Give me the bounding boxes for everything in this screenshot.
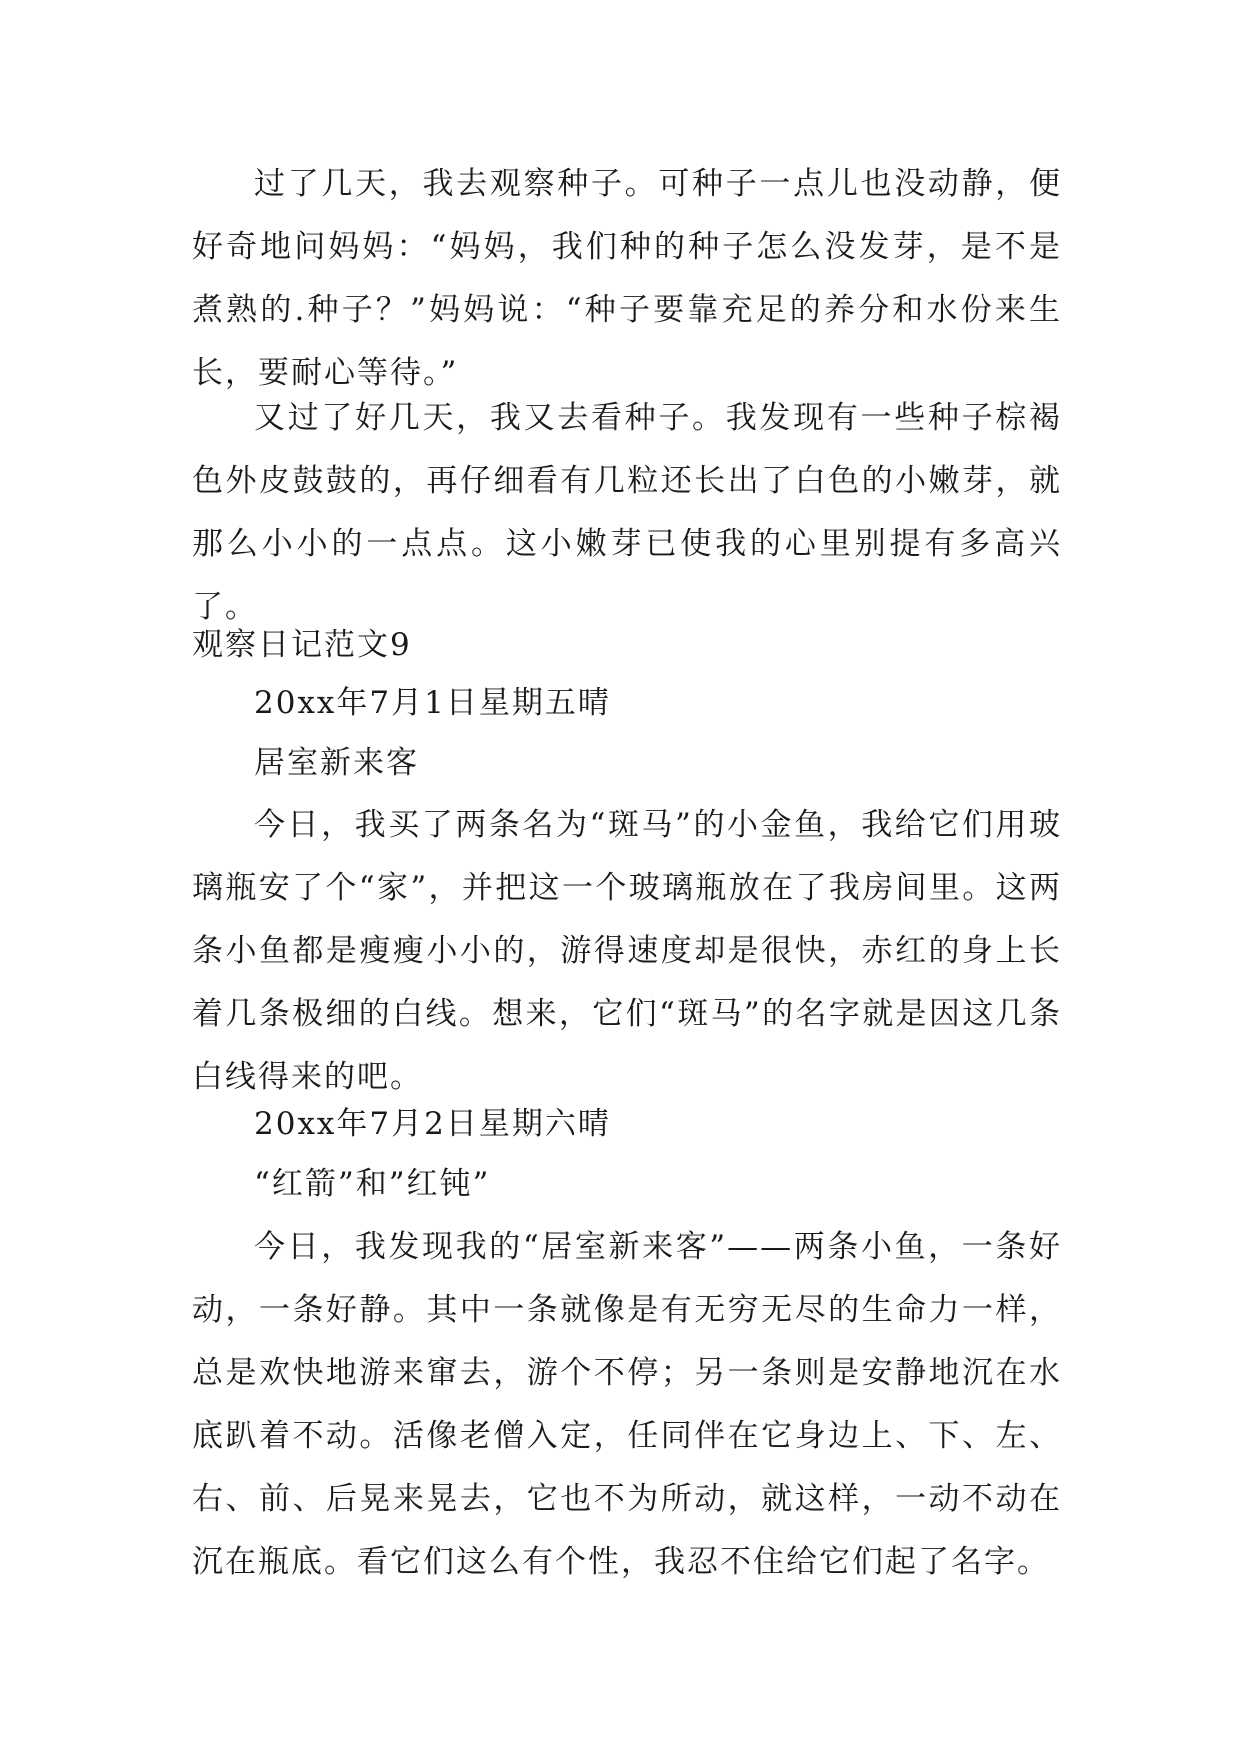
diary-date-1: 20xx年7月1日星期五晴	[254, 685, 611, 721]
section-title: 观察日记范文9	[192, 627, 412, 663]
paragraph-new-goldfish: 今日，我买了两条名为“斑马”的小金鱼，我给它们用玻璃瓶安了个“家”，并把这一个玻璃瓶放在了我房间里。这两条小鱼都是瘦瘦小小的，游得速度却是很快，赤红的身上长着几条极细的白线。想来，它们“斑马”的名字就是因这几条白线得来的吧。	[192, 807, 1062, 1095]
diary-date-2: 20xx年7月2日星期六晴	[254, 1106, 611, 1142]
paragraph-seed-observation: 过了几天，我去观察种子。可种子一点儿也没动静，便好奇地问妈妈：“妈妈，我们种的种子怎么没发芽，是不是煮熟的.种子？”妈妈说：“种子要靠充足的养分和水份来生长，要耐心等待。”	[192, 166, 1062, 391]
paragraph-seed-sprouts: 又过了好几天，我又去看种子。我发现有一些种子棕褐色外皮鼓鼓的，再仔细看有几粒还长出了白色的小嫩芽，就那么小小的一点点。这小嫩芽已使我的心里别提有多高兴了。	[192, 400, 1062, 625]
paragraph-fish-personalities: 今日，我发现我的“居室新来客”——两条小鱼，一条好动，一条好静。其中一条就像是有无穷无尽的生命力一样，总是欢快地游来窜去，游个不停；另一条则是安静地沉在水底趴着不动。活像老僧入定，任同伴在它身边上、下、左、右、前、后晃来晃去，它也不为所动，就这样，一动不动在沉在瓶底。看它们这么有个性，我忍不住给它们起了名字。	[192, 1229, 1062, 1580]
diary-title-1: 居室新来客	[254, 745, 419, 781]
diary-title-2: “红箭”和”红钝”	[254, 1166, 491, 1202]
document-page	[192, 0, 1062, 1754]
